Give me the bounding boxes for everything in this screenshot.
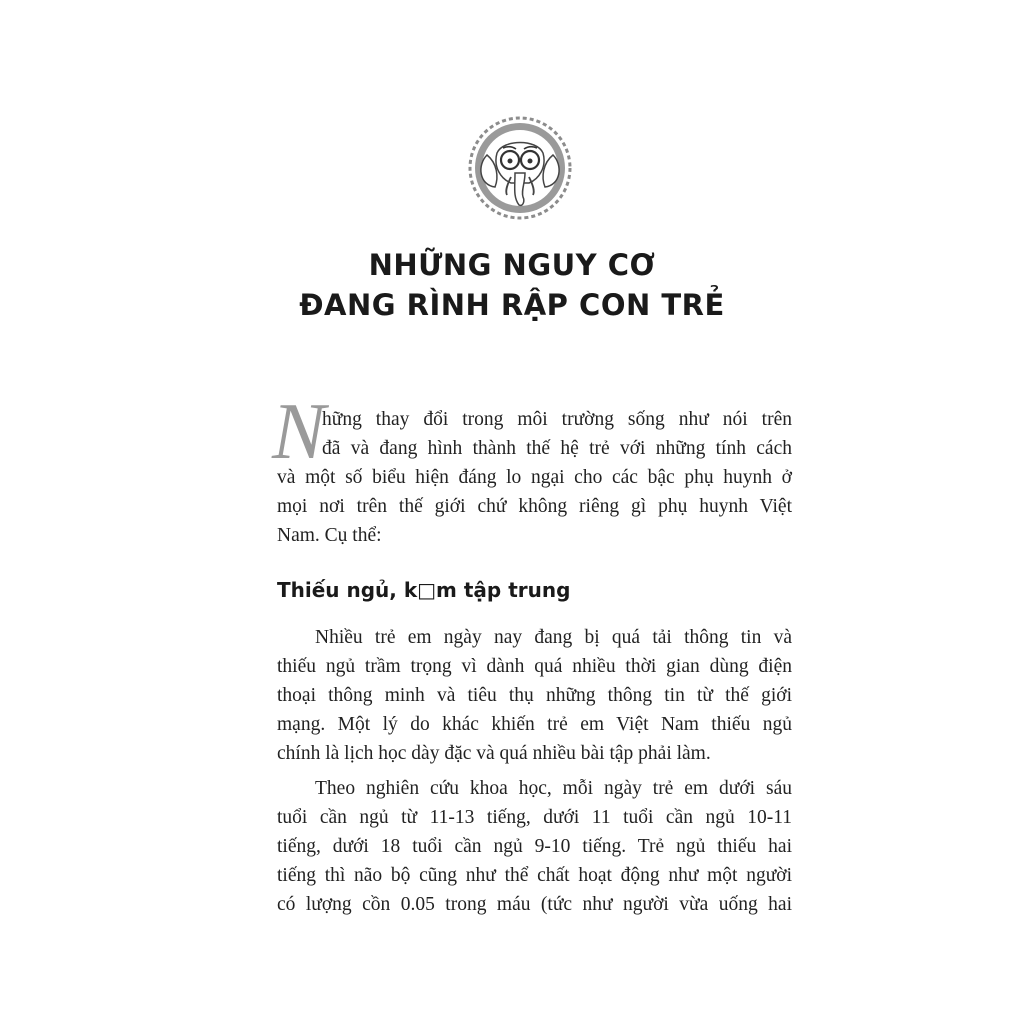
paragraph-line: tuổi cần ngủ từ 11-13 tiếng, dưới 11 tuổi cần ngủ 10-11 bbox=[277, 807, 792, 828]
paragraph-line: có lượng cồn 0.05 trong máu (tức như người vừa uống hai bbox=[277, 894, 792, 915]
paragraph-line: tiếng, dưới 18 tuổi cần ngủ 9-10 tiếng. Trẻ ngủ thiếu hai bbox=[277, 836, 792, 857]
section-heading: Thiếu ngủ, k□m tập trung bbox=[277, 578, 571, 602]
paragraph-line: Nhiều trẻ em ngày nay đang bị quá tải thông tin và bbox=[315, 627, 792, 648]
chapter-title-line-2: ĐANG RÌNH RẬP CON TRẺ bbox=[299, 288, 725, 322]
intro-line: Nam. Cụ thể: bbox=[277, 525, 382, 546]
intro-line: và một số biểu hiện đáng lo ngại cho các bậc phụ huynh ở bbox=[277, 467, 792, 488]
paragraph-line: thiếu ngủ trầm trọng vì dành quá nhiều thời gian dùng điện bbox=[277, 656, 792, 677]
intro-line: đã và đang hình thành thế hệ trẻ với những tính cách bbox=[322, 438, 792, 459]
intro-line: hững thay đổi trong môi trường sống như nói trên bbox=[322, 409, 792, 430]
paragraph-line: Theo nghiên cứu khoa học, mỗi ngày trẻ em dưới sáu bbox=[315, 778, 792, 799]
paragraph-line: mạng. Một lý do khác khiến trẻ em Việt Nam thiếu ngủ bbox=[277, 714, 792, 735]
paragraph-line: thoại thông minh và tiêu thụ những thông tin từ thế giới bbox=[277, 685, 792, 706]
intro-line: mọi nơi trên thế giới chứ không riêng gì phụ huynh Việt bbox=[277, 496, 792, 517]
elephant-with-glasses-icon bbox=[467, 115, 573, 221]
chapter-title-line-1: NHỮNG NGUY CƠ bbox=[368, 248, 656, 282]
paragraph-line: tiếng thì não bộ cũng như thể chất hoạt động như một người bbox=[277, 865, 792, 886]
drop-cap: N bbox=[272, 388, 326, 476]
paragraph-line: chính là lịch học dày đặc và quá nhiều bài tập phải làm. bbox=[277, 743, 711, 764]
